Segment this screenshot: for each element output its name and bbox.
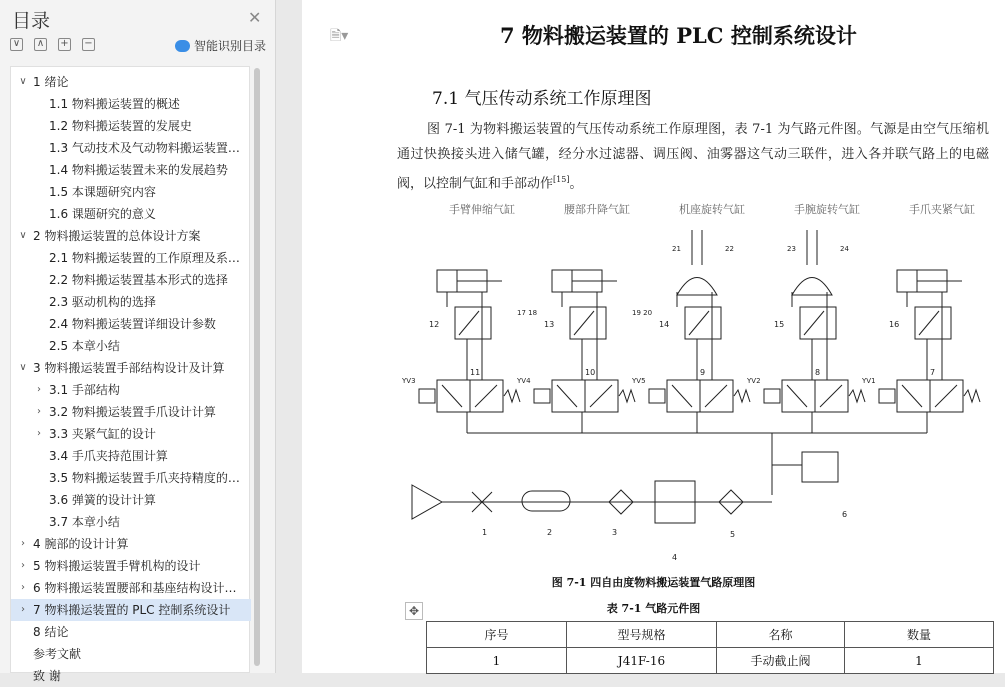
- solenoid-coil: [879, 389, 895, 403]
- solenoid-label: YV3: [402, 377, 416, 385]
- citation[interactable]: [15]: [553, 175, 570, 184]
- col-header: 型号规格: [567, 622, 717, 648]
- collapse-all-icon[interactable]: ∧: [34, 38, 47, 51]
- expand-all-icon[interactable]: ∨: [10, 38, 23, 51]
- chapter-title: 7 物料搬运装置的 PLC 控制系统设计: [500, 23, 857, 48]
- solenoid-coil: [649, 389, 665, 403]
- chevron-down-icon[interactable]: ∨: [19, 230, 27, 241]
- component-number: 5: [730, 530, 736, 539]
- table-cell: J41F-16: [567, 648, 717, 674]
- toc-item[interactable]: [11, 599, 251, 621]
- toc-item-label: 1.6 课题研究的意义: [49, 207, 156, 221]
- toc-item[interactable]: [11, 93, 251, 115]
- toc-item-label: 2.1 物料搬运装置的工作原理及系…: [49, 251, 240, 265]
- body-paragraph: [397, 117, 989, 196]
- col-header: 序号: [427, 622, 567, 648]
- component-number: 12: [429, 320, 440, 329]
- rotation-number: 23: [787, 245, 796, 253]
- toc-item-label: 3 物料搬运装置手部结构设计及计算: [33, 361, 225, 375]
- toc-item-label: 1.4 物料搬运装置未来的发展趋势: [49, 163, 228, 177]
- table-caption: 表 7-1 气路元件图: [606, 602, 701, 615]
- chevron-right-icon[interactable]: ›: [21, 604, 25, 615]
- toc-item[interactable]: [11, 643, 251, 665]
- table-cell: 1: [427, 648, 567, 674]
- throttle-arrow: [459, 311, 479, 335]
- toc-item[interactable]: [11, 533, 251, 555]
- table-row: [427, 648, 994, 674]
- valve-arrow: [787, 385, 807, 407]
- chevron-right-icon[interactable]: ›: [21, 582, 25, 593]
- toc-item[interactable]: [11, 423, 251, 445]
- toc-item[interactable]: [11, 291, 251, 313]
- component-number: 6: [842, 510, 848, 519]
- para-end: 。: [569, 176, 583, 192]
- toc-item[interactable]: [11, 357, 251, 379]
- toc-scrollbar[interactable]: [254, 68, 260, 666]
- toc-sidebar: [0, 0, 276, 683]
- toc-item-label: 3.3 夹紧气缸的设计: [49, 427, 156, 441]
- remove-heading-icon[interactable]: −: [82, 38, 95, 51]
- chevron-right-icon[interactable]: ›: [37, 384, 41, 395]
- toc-item[interactable]: [11, 467, 251, 489]
- toc-item[interactable]: [11, 577, 251, 599]
- valve-arrow: [557, 385, 577, 407]
- cylinder-label: 手腕旋转气缸: [794, 203, 860, 216]
- toc-item[interactable]: [11, 71, 251, 93]
- toc-item-label: 2.5 本章小结: [49, 339, 120, 353]
- solenoid-label: YV5: [632, 377, 646, 385]
- spring: [504, 390, 520, 402]
- col-header: 名称: [717, 622, 845, 648]
- throttle-valve: [915, 307, 951, 339]
- toc-item[interactable]: [11, 247, 251, 269]
- sensor-number: 19 20: [632, 309, 653, 317]
- toc-item-label: 8 结论: [33, 625, 69, 639]
- toc-list: [10, 66, 250, 683]
- component-number: 9: [700, 368, 706, 377]
- cylinder-label: 机座旋转气缸: [679, 203, 745, 216]
- component-number: 4: [672, 553, 678, 562]
- chevron-right-icon[interactable]: ›: [21, 538, 25, 549]
- toc-item[interactable]: [11, 511, 251, 533]
- throttle-arrow: [919, 311, 939, 335]
- spring: [849, 390, 865, 402]
- section-title: 7.1 气压传动系统工作原理图: [432, 89, 652, 109]
- toc-item-label: 3.6 弹簧的设计计算: [49, 493, 156, 507]
- toc-item[interactable]: [11, 621, 251, 643]
- component-number: 13: [544, 320, 555, 329]
- toc-item-label: 2.3 驱动机构的选择: [49, 295, 156, 309]
- col-header: 数量: [845, 622, 994, 648]
- component-number: 14: [659, 320, 670, 329]
- table-move-icon[interactable]: ✥: [405, 602, 423, 620]
- component-number: 2: [547, 528, 553, 537]
- throttle-arrow: [804, 311, 824, 335]
- spring: [734, 390, 750, 402]
- rotation-number: 24: [840, 245, 849, 253]
- solenoid-coil: [534, 389, 550, 403]
- chevron-right-icon[interactable]: ›: [21, 560, 25, 571]
- compressor: [412, 485, 442, 519]
- pneumatic-diagram: [397, 195, 997, 570]
- close-icon[interactable]: ✕: [248, 8, 262, 27]
- component-number: 3: [612, 528, 618, 537]
- toc-item-label: 1.1 物料搬运装置的概述: [49, 97, 180, 111]
- spring: [619, 390, 635, 402]
- toc-item-label: 4 腕部的设计计算: [33, 537, 129, 551]
- throttle-valve: [800, 307, 836, 339]
- component-table: [426, 621, 994, 674]
- toc-item-label: 6 物料搬运装置腰部和基座结构设计…: [33, 581, 237, 595]
- toc-item-label: 1.5 本课题研究内容: [49, 185, 156, 199]
- toc-item-label: 5 物料搬运装置手臂机构的设计: [33, 559, 201, 573]
- table-cell: 手动截止阀: [717, 648, 845, 674]
- solenoid-coil: [764, 389, 780, 403]
- toc-item[interactable]: [11, 555, 251, 577]
- valve-arrow: [820, 385, 842, 407]
- toc-item[interactable]: [11, 269, 251, 291]
- figure-caption: 图 7-1 四自由度物料搬运装置气路原理图: [551, 576, 756, 589]
- solenoid-label: YV1: [862, 377, 876, 385]
- toc-item-label: 7 物料搬运装置的 PLC 控制系统设计: [33, 603, 231, 617]
- rotary-actuator: [677, 278, 717, 296]
- toc-item-label: 1.3 气动技术及气动物料搬运装置…: [49, 141, 240, 155]
- toc-item[interactable]: [11, 313, 251, 335]
- toc-item-label: 2.2 物料搬运装置基本形式的选择: [49, 273, 228, 287]
- toc-item-label: 3.7 本章小结: [49, 515, 120, 529]
- valve-arrow: [672, 385, 692, 407]
- toc-item-label: 1 绪论: [33, 75, 69, 89]
- table-header-row: [427, 622, 994, 648]
- component-number: 7: [930, 368, 936, 377]
- spring: [964, 390, 980, 402]
- toc-item[interactable]: [11, 401, 251, 423]
- chevron-down-icon[interactable]: ∨: [19, 76, 27, 87]
- valve-arrow: [475, 385, 497, 407]
- toc-item-label: 致 谢: [33, 669, 61, 683]
- sensor-number: 17 18: [517, 309, 538, 317]
- ai-toc-label: 智能识别目录: [194, 39, 267, 53]
- document-icon[interactable]: 🗎▾: [330, 28, 349, 44]
- chevron-right-icon[interactable]: ›: [37, 428, 41, 439]
- chevron-down-icon[interactable]: ∨: [19, 362, 27, 373]
- toc-item-label: 3.2 物料搬运装置手爪设计计算: [49, 405, 216, 419]
- toc-item-label: 3.5 物料搬运装置手爪夹持精度的…: [49, 471, 240, 485]
- solenoid-label: YV2: [747, 377, 761, 385]
- chevron-right-icon[interactable]: ›: [37, 406, 41, 417]
- toc-item-label: 参考文献: [33, 647, 82, 661]
- throttle-valve: [685, 307, 721, 339]
- toc-item-label: 3.4 手爪夹持范围计算: [49, 449, 168, 463]
- toc-item-label: 1.2 物料搬运装置的发展史: [49, 119, 192, 133]
- pressure-switch: [802, 452, 838, 482]
- document-page: [302, 0, 1005, 673]
- toc-item-label: 2.4 物料搬运装置详细设计参数: [49, 317, 216, 331]
- throttle-arrow: [574, 311, 594, 335]
- cylinder-label: 手臂伸缩气缸: [449, 203, 515, 216]
- ai-toc-button[interactable]: [175, 37, 266, 54]
- toc-item[interactable]: [11, 137, 251, 159]
- toc-item[interactable]: [11, 665, 251, 687]
- toc-item-label: 2 物料搬运装置的总体设计方案: [33, 229, 201, 243]
- cloud-icon: [175, 40, 190, 52]
- throttle-valve: [570, 307, 606, 339]
- toc-item[interactable]: [11, 203, 251, 225]
- rotation-number: 21: [672, 245, 681, 253]
- valve-arrow: [590, 385, 612, 407]
- valve-arrow: [442, 385, 462, 407]
- air-tank: [522, 491, 570, 511]
- component-number: 16: [889, 320, 900, 329]
- component-number: 15: [774, 320, 785, 329]
- component-number: 8: [815, 368, 821, 377]
- valve-arrow: [902, 385, 922, 407]
- toc-item[interactable]: [11, 225, 251, 247]
- throttle-arrow: [689, 311, 709, 335]
- cylinder-label: 腰部升降气缸: [564, 203, 630, 216]
- solenoid-coil: [419, 389, 435, 403]
- valve-arrow: [705, 385, 727, 407]
- toc-item[interactable]: [11, 159, 251, 181]
- toc-item[interactable]: [11, 335, 251, 357]
- para-text: 图 7-1 为物料搬运装置的气压传动系统工作原理图，表 7-1 为气路元件图。气源是由空气压缩机通过快换接头进入储气罐，经分水过滤器、调压阀、油雾器这气动三联件，进入各并联气路上的电磁阀，以控制气缸和手部动作: [397, 122, 989, 192]
- toc-item[interactable]: [11, 489, 251, 511]
- add-heading-icon[interactable]: +: [58, 38, 71, 51]
- component-number: 10: [585, 368, 596, 377]
- toc-item[interactable]: [11, 379, 251, 401]
- component-number: 11: [470, 368, 481, 377]
- toc-item-label: 3.1 手部结构: [49, 383, 120, 397]
- component-number: 1: [482, 528, 488, 537]
- toc-item[interactable]: [11, 445, 251, 467]
- toc-item[interactable]: [11, 115, 251, 137]
- toc-title: 目录: [12, 10, 51, 32]
- toc-item[interactable]: [11, 181, 251, 203]
- table-cell: 1: [845, 648, 994, 674]
- cylinder-label: 手爪夹紧气缸: [909, 203, 975, 216]
- rotation-number: 22: [725, 245, 734, 253]
- throttle-valve: [455, 307, 491, 339]
- valve-arrow: [935, 385, 957, 407]
- rotary-actuator: [792, 278, 832, 296]
- solenoid-label: YV4: [517, 377, 531, 385]
